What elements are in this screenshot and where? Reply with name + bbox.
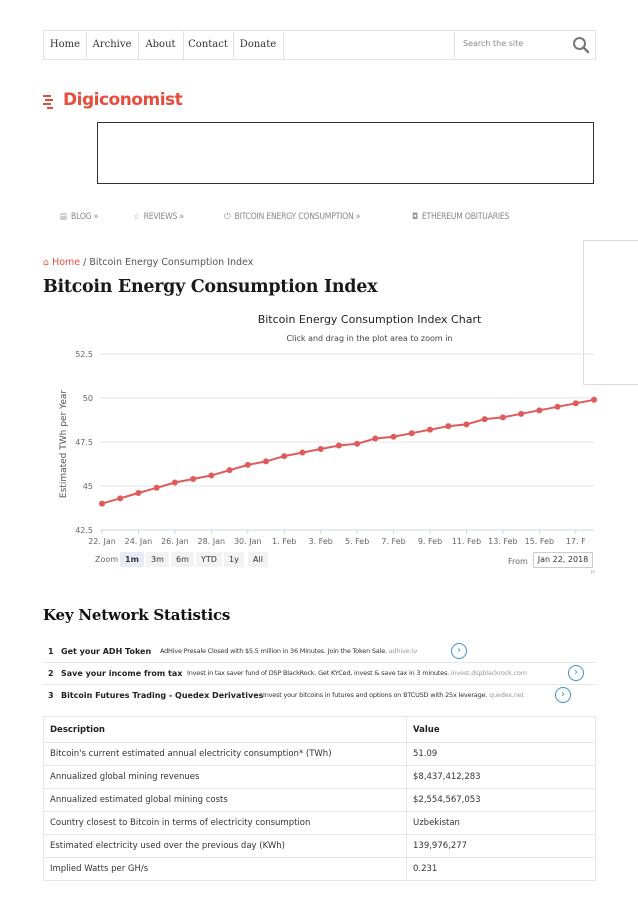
table-header-row [44, 717, 596, 743]
x-tick-label: 9. Feb [417, 537, 443, 546]
zoom-ytd-button[interactable]: YTD [196, 552, 222, 567]
ad-row[interactable]: 2 Save your income from tax Invest in tax saver fund of DSP BlackRock. Get KYCed, invest & save tax in 3 minutes. invest.dspblackrock.com › [43, 664, 596, 685]
chevron-right-icon[interactable]: › [555, 687, 571, 703]
data-point[interactable] [427, 427, 433, 433]
home-icon: ⌂ [43, 257, 50, 268]
data-point[interactable] [263, 458, 269, 464]
camera-icon: ◘ [412, 212, 418, 222]
x-tick-label: 3. Feb [308, 537, 333, 546]
nav-about[interactable]: About [138, 31, 184, 59]
chevron-right-icon[interactable]: › [568, 665, 584, 681]
from-label: From [508, 557, 528, 566]
data-point[interactable] [409, 430, 415, 436]
chart-credit[interactable]: H [591, 570, 595, 576]
ad-description: Invest in tax saver fund of DSP BlackRock. Get KYCed, invest & save tax in 3 minutes. invest.dspblackrock.com [187, 669, 527, 677]
page-title: Bitcoin Energy Consumption Index [43, 277, 378, 297]
nav-archive[interactable]: Archive [86, 31, 139, 59]
x-tick-label: 11. Feb [451, 537, 482, 546]
data-point[interactable] [463, 421, 469, 427]
zoom-1y-button[interactable]: 1y [224, 552, 244, 567]
breadcrumb-current: Bitcoin Energy Consumption Index [89, 257, 254, 268]
breadcrumb: ⌂ Home / Bitcoin Energy Consumption Index [43, 257, 254, 268]
y-tick-label: 47.5 [75, 438, 93, 447]
data-point[interactable] [555, 404, 561, 410]
data-point[interactable] [135, 490, 141, 496]
menu-energy[interactable]: ⏻ BITCOIN ENERGY CONSUMPTION » [224, 212, 361, 222]
search-input[interactable]: Search the site [463, 39, 524, 48]
x-tick-label: 22. Jan [88, 537, 116, 546]
x-tick-label: 30. Jan [233, 537, 262, 546]
y-tick-label: 42.5 [75, 526, 93, 535]
data-point[interactable] [245, 462, 251, 468]
x-tick-label: 15. Feb [524, 537, 555, 546]
zoom-3m-button[interactable]: 3m [146, 552, 169, 567]
x-tick-label: 26. Jan [161, 537, 189, 546]
column-header: Description [44, 717, 407, 743]
data-point[interactable] [281, 453, 287, 459]
chart-title: Bitcoin Energy Consumption Index Chart [257, 313, 482, 326]
star-icon: ☆ [133, 212, 140, 222]
data-point[interactable] [536, 407, 542, 413]
x-tick-label: 1. Feb [272, 537, 297, 546]
ad-row[interactable]: 3 Bitcoin Futures Trading - Quedex Derivatives Invest your bitcoins in futures and options on BTCUSD with 25x leverage. quedex.net › [43, 686, 596, 706]
table-row: Estimated electricity used over the previous day (KWh) 139,976,277 [44, 835, 596, 858]
chart-subtitle: Click and drag in the plot area to zoom in [286, 334, 453, 343]
data-point[interactable] [99, 501, 105, 507]
menu-blog[interactable]: ▤ BLOG » [60, 212, 99, 222]
x-tick-label: 5. Feb [344, 537, 370, 546]
breadcrumb-home[interactable]: ⌂ Home [43, 257, 81, 268]
table-row: Bitcoin's current estimated annual electricity consumption* (TWh) 51.09 [44, 743, 596, 766]
data-point[interactable] [445, 423, 451, 429]
data-point[interactable] [372, 435, 378, 441]
zoom-label: Zoom [95, 555, 119, 564]
ad-title[interactable]: Save your income from tax [61, 669, 183, 678]
book-icon: ▤ [60, 212, 68, 222]
data-point[interactable] [354, 441, 360, 447]
power-icon: ⏻ [224, 212, 231, 222]
data-point[interactable] [172, 479, 178, 485]
data-point[interactable] [318, 446, 324, 452]
zoom-controls [95, 555, 263, 564]
y-tick-label: 45 [82, 482, 93, 491]
nav-contact[interactable]: Contact [183, 31, 234, 59]
zoom-all-button[interactable]: All [248, 552, 268, 567]
x-tick-label: 24. Jan [124, 537, 153, 546]
y-tick-label: 50 [82, 394, 93, 403]
menu-reviews[interactable]: ☆ REVIEWS » [133, 212, 184, 222]
x-tick-label: 13. Feb [488, 537, 518, 546]
data-point[interactable] [591, 397, 597, 403]
menu-ethereum[interactable]: ◘ ETHEREUM OBITUARIES [412, 212, 510, 222]
table-row: Annualized global mining revenues $8,437,412,283 [44, 766, 596, 789]
nav-home[interactable]: Home [44, 31, 87, 59]
y-tick-label: 52.5 [75, 350, 93, 359]
table-row: Annualized estimated global mining costs $2,554,567,053 [44, 789, 596, 812]
data-point[interactable] [227, 467, 233, 473]
from-date-input[interactable]: Jan 22, 2018 [533, 552, 593, 568]
data-point[interactable] [518, 411, 524, 417]
data-point[interactable] [391, 434, 397, 440]
zoom-1m-button[interactable]: 1m [120, 552, 144, 567]
data-point[interactable] [208, 472, 214, 478]
stats-heading: Key Network Statistics [43, 606, 231, 624]
ad-title[interactable]: Bitcoin Futures Trading - Quedex Derivatives [61, 691, 264, 700]
column-header: Value [407, 717, 596, 743]
table-row: Country closest to Bitcoin in terms of electricity consumption Uzbekistan [44, 812, 596, 835]
ad-description: AdHive Presale Closed with $5.5 million in 36 Minutes. Join the Token Sale. adhive.tv [160, 647, 418, 655]
y-axis-label: Estimated TWh per Year [59, 389, 69, 499]
stats-table [43, 716, 596, 881]
zoom-6m-button[interactable]: 6m [171, 552, 194, 567]
data-point[interactable] [500, 414, 506, 420]
nav-donate[interactable]: Donate [233, 31, 284, 59]
x-tick-label: 17. F [565, 537, 586, 546]
data-point[interactable] [482, 416, 488, 422]
data-point[interactable] [336, 443, 342, 449]
data-point[interactable] [154, 485, 160, 491]
ad-row[interactable]: 1 Get your ADH Token AdHive Presale Closed with $5.5 million in 36 Minutes. Join the Token Sale. adhive.tv › [43, 642, 596, 663]
x-tick-label: 28. Jan [197, 537, 226, 546]
data-point[interactable] [117, 495, 123, 501]
ad-description: Invest your bitcoins in futures and options on BTCUSD with 25x leverage. quedex.net [263, 691, 524, 699]
logo-text: Digiconomist [63, 90, 183, 110]
data-point[interactable] [573, 400, 579, 406]
x-tick-label: 7. Feb [381, 537, 406, 546]
data-point[interactable] [190, 476, 196, 482]
chevron-right-icon[interactable]: › [451, 643, 467, 659]
data-point[interactable] [299, 450, 305, 456]
table-row: Implied Watts per GH/s 0.231 [44, 858, 596, 881]
ad-title[interactable]: Get your ADH Token [61, 647, 152, 656]
